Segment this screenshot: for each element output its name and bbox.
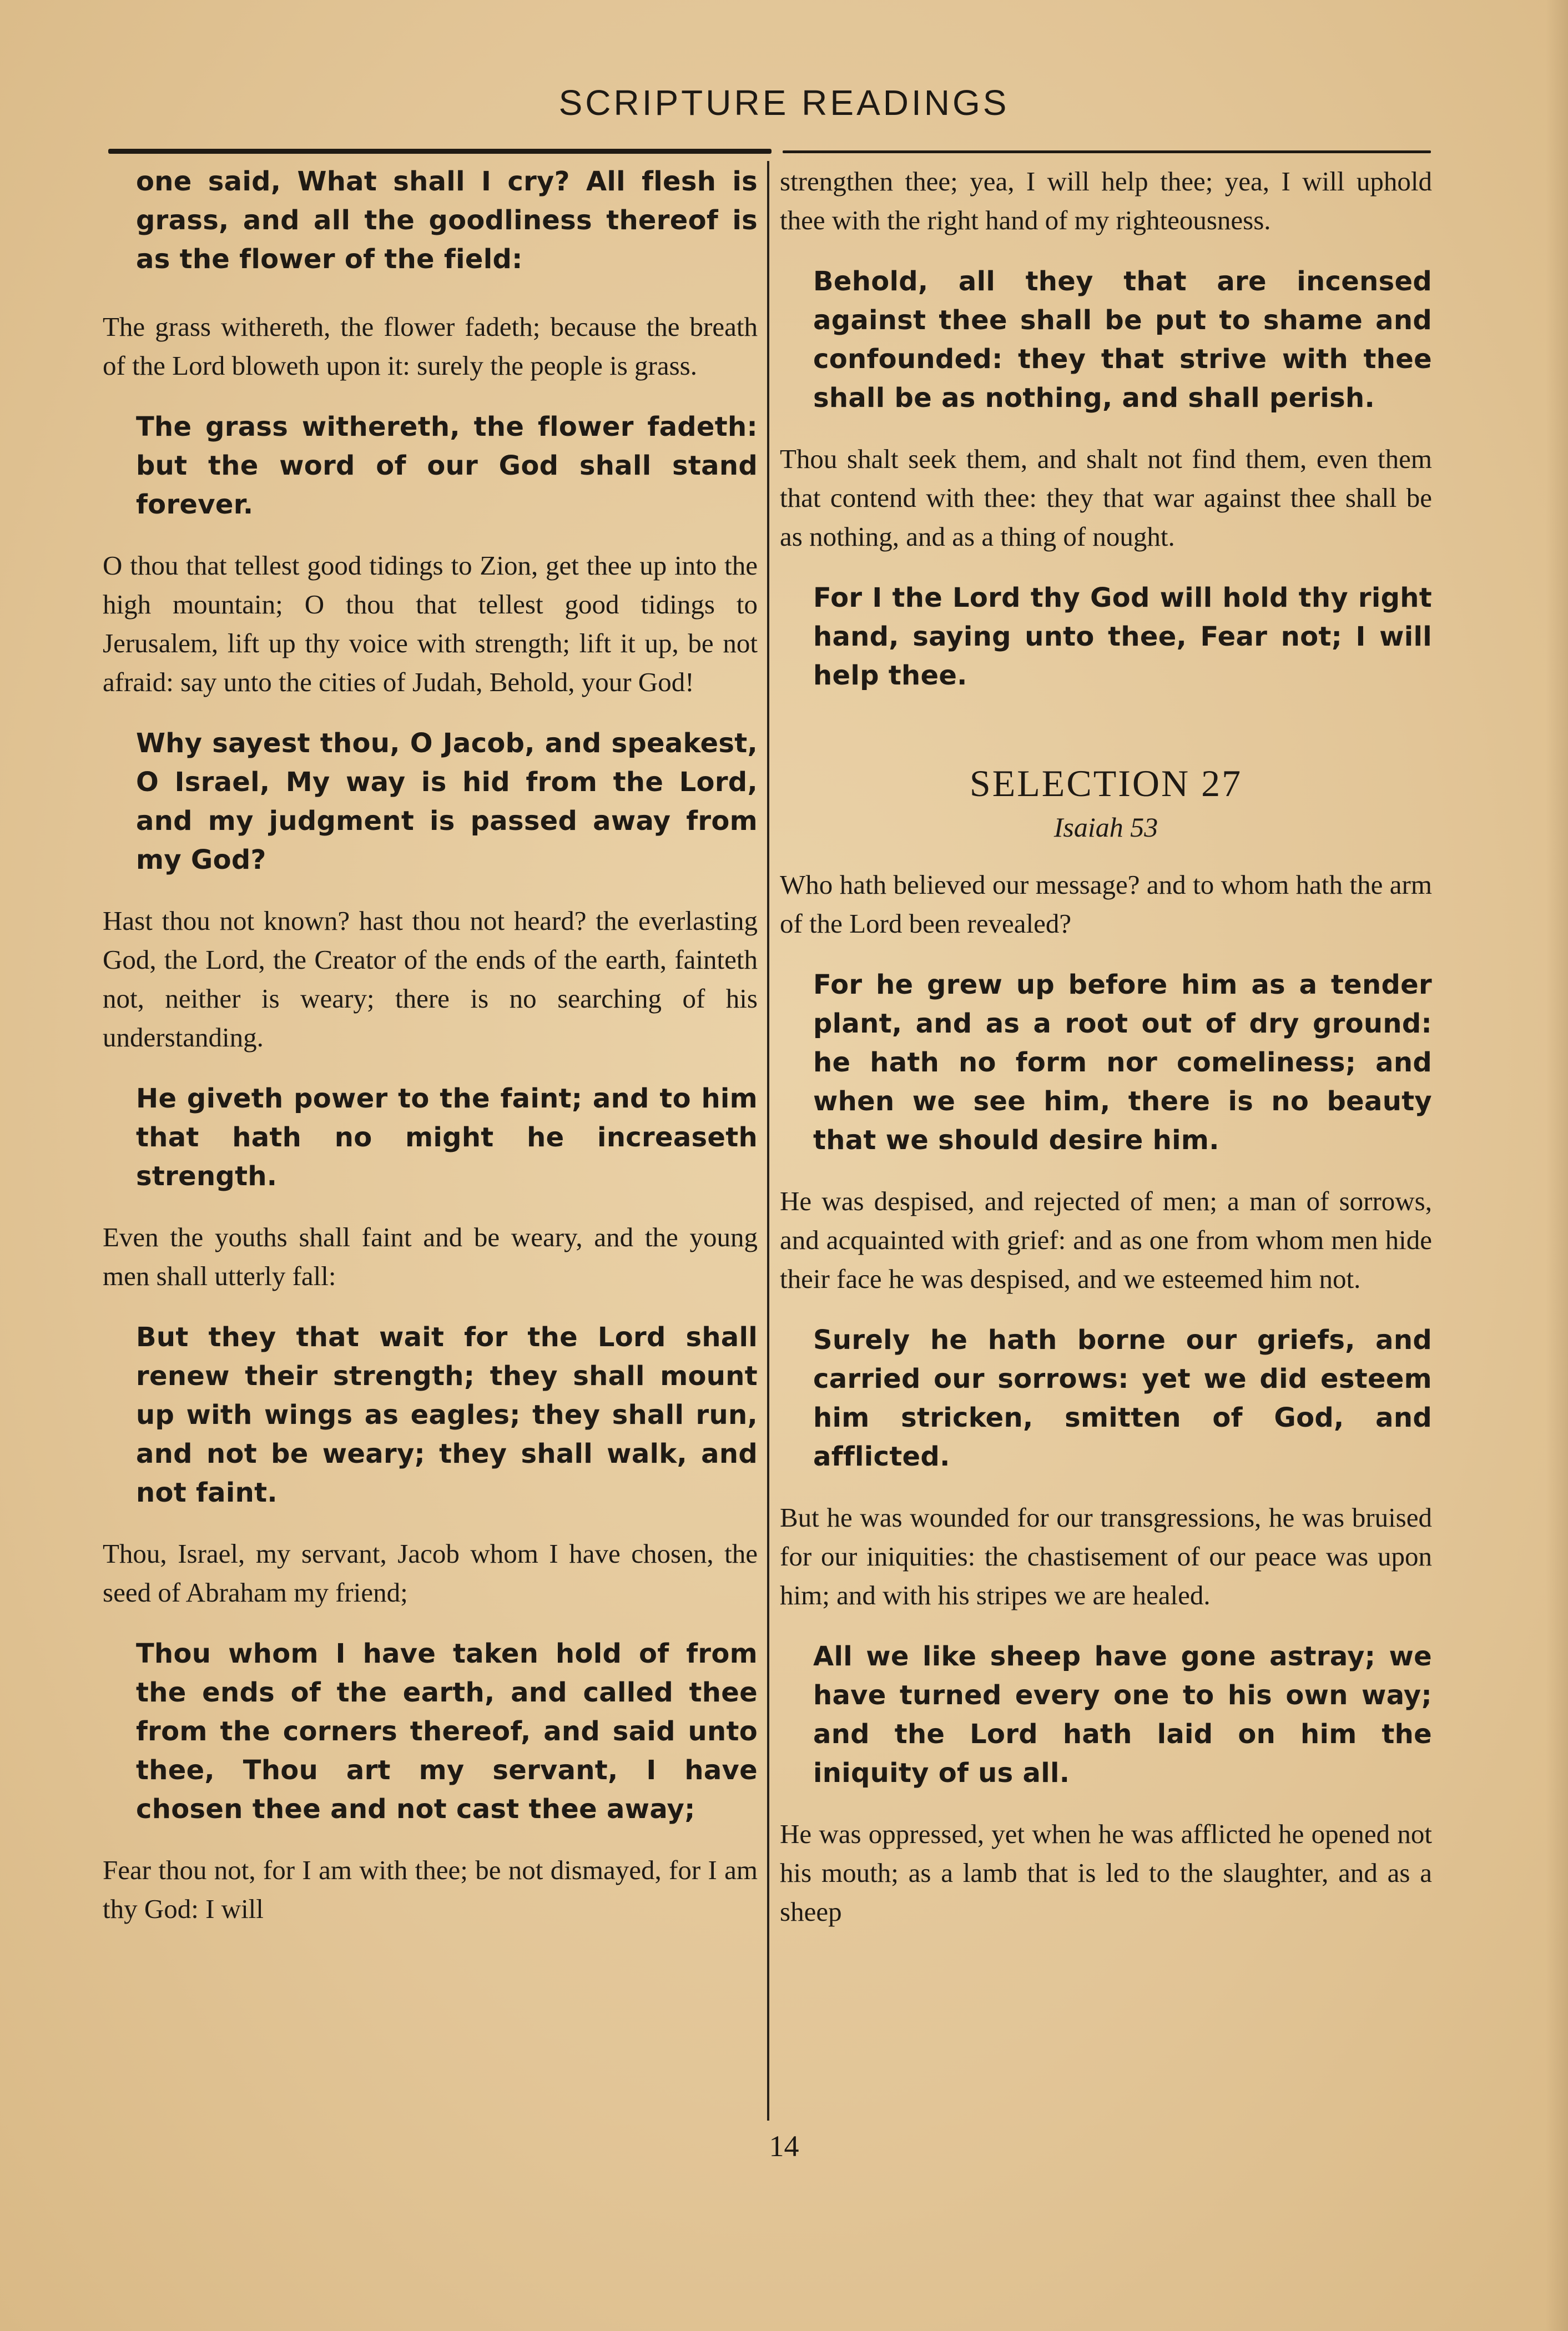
reading-verse: strengthen thee; yea, I will help thee; yea, I will uphold thee with the right hand of my righteousness. <box>780 166 1432 235</box>
reading-verse: The grass withereth, the flower fadeth; because the breath of the Lord bloweth upon it: surely the people is grass. <box>103 311 758 381</box>
reading-verse: He was oppressed, yet when he was afflicted he opened not his mouth; as a lamb that is led to the slaughter, and as a sheep <box>780 1819 1432 1927</box>
reading-verse: Who hath believed our message? and to whom hath the arm of the Lord been revealed? <box>780 869 1432 939</box>
reading-verse: Fear thou not, for I am with thee; be not dismayed, for I am thy God: I will <box>103 1855 758 1924</box>
page-number: 14 <box>769 2129 799 2163</box>
left-column <box>103 162 758 1929</box>
responsive-verse: For I the Lord thy God will hold thy right hand, saying unto thee, Fear not; I will help thee. <box>813 582 1432 691</box>
selection-reference: Isaiah 53 <box>1053 812 1158 843</box>
reading-verse: He was despised, and rejected of men; a man of sorrows, and acquainted with grief: and as one from whom men hide their face he was despised, and we esteemed him not. <box>780 1186 1432 1294</box>
responsive-verse: The grass withereth, the flower fadeth: but the word of our God shall stand forever. <box>136 411 758 520</box>
header-rule-left <box>108 149 772 154</box>
reading-verse: O thou that tellest good tidings to Zion, get thee up into the high mountain; O thou that tellest good tidings to Jerusalem, lift up thy voice with strength; lift it up, be not afraid: say unto the cities of Judah, Behold, your God! <box>103 550 758 697</box>
responsive-verse: Surely he hath borne our griefs, and carried our sorrows: yet we did esteem him stricken, smitten of God, and afflicted. <box>813 1325 1432 1472</box>
responsive-verse: But they that wait for the Lord shall renew their strength; they shall mount up with wings as eagles; they shall run, and not be weary; they shall walk, and not faint. <box>136 1322 758 1508</box>
reading-verse: But he was wounded for our transgressions, he was bruised for our iniquities: the chastisement of our peace was upon him; and with his stripes we are healed. <box>780 1502 1432 1610</box>
header-rule-right <box>783 150 1431 153</box>
right-column <box>780 162 1432 1931</box>
reading-verse: Hast thou not known? hast thou not heard? the everlasting God, the Lord, the Creator of the ends of the earth, fainteth not, neither is weary; there is no searching of his understanding. <box>103 905 758 1053</box>
responsive-verse: one said, What shall I cry? All flesh is grass, and all the goodliness thereof is as the flower of the field: <box>136 166 758 275</box>
running-head: SCRIPTURE READINGS <box>558 83 1010 123</box>
responsive-verse: Behold, all they that are incensed against thee shall be put to shame and confounded: they that strive with thee shall be as nothing, and shall perish. <box>813 266 1432 414</box>
column-divider <box>767 161 769 2121</box>
reading-verse: Even the youths shall faint and be weary, and the young men shall utterly fall: <box>103 1222 758 1291</box>
responsive-verse: For he grew up before him as a tender plant, and as a root out of dry ground: he hath no form nor comeliness; and when we see him, there is no beauty that we should desire him. <box>813 969 1432 1156</box>
reading-verse: Thou, Israel, my servant, Jacob whom I have chosen, the seed of Abraham my friend; <box>103 1538 758 1608</box>
page-edge-shadow <box>1546 0 1568 2331</box>
responsive-verse: Why sayest thou, O Jacob, and speakest, O Israel, My way is hid from the Lord, and my judgment is passed away from my God? <box>136 728 758 875</box>
selection-title: SELECTION 27 <box>969 762 1243 804</box>
responsive-verse: All we like sheep have gone astray; we have turned every one to his own way; and the Lord hath laid on him the iniquity of us all. <box>813 1641 1432 1789</box>
responsive-verse: He giveth power to the faint; and to him that hath no might he increaseth strength. <box>136 1083 758 1192</box>
responsive-verse: Thou whom I have taken hold of from the ends of the earth, and called thee from the corners thereof, and said unto thee, Thou art my servant, I have chosen thee and not cast thee away; <box>136 1638 758 1825</box>
reading-verse: Thou shalt seek them, and shalt not find them, even them that contend with thee: they that war against thee shall be as nothing, and as a thing of nought. <box>780 444 1432 552</box>
